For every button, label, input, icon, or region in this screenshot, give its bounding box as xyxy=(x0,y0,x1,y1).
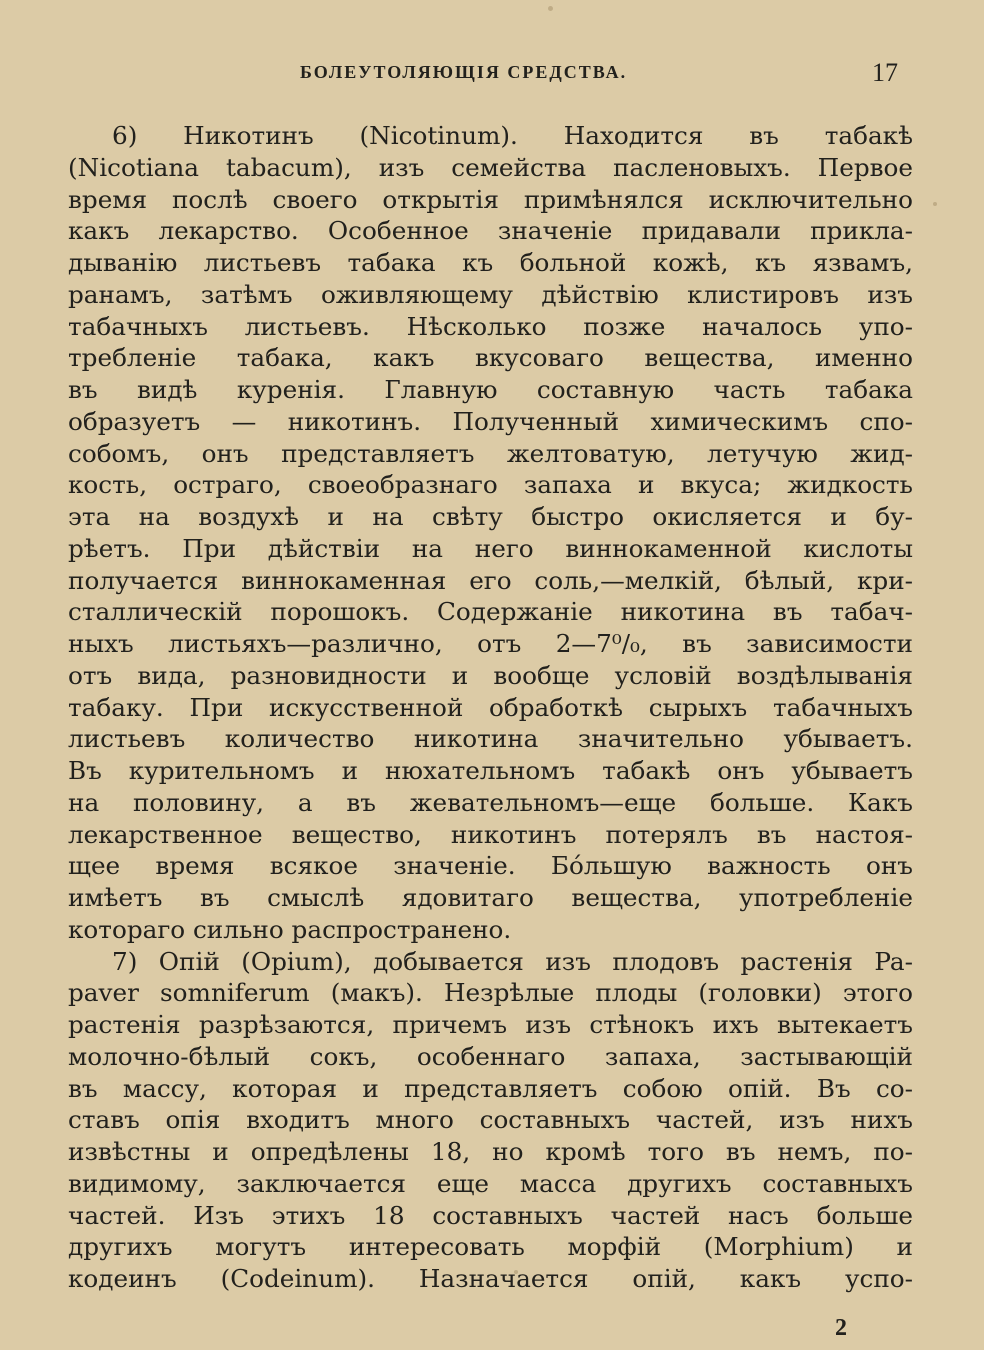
text-line: имѣетъ въ смыслѣ ядовитаго вещества, употребленіе xyxy=(68,883,913,912)
text-line: лекарственное вещество, никотинъ потерялъ въ настоя- xyxy=(68,819,913,849)
text-line: въ массу, которая и представляетъ собою опій. Въ со- xyxy=(68,1073,913,1103)
text-line: котораго сильно распространено. xyxy=(68,914,512,944)
text-line: извѣстны и опредѣлены 18, но кромѣ того въ немъ, по- xyxy=(68,1137,913,1166)
text-line: ранамъ, затѣмъ оживляющему дѣйствію клистировъ изъ xyxy=(68,279,913,309)
text-line: время послѣ своего открытія примѣнялся исключительно xyxy=(68,184,913,214)
signature-mark: 2 xyxy=(835,1315,847,1341)
text-line: другихъ могутъ интересовать морфій (Morphium) и xyxy=(68,1232,913,1262)
text-line: на половину, а въ жевательномъ—еще больше. Какъ xyxy=(68,787,913,817)
text-line: щее время всякое значеніе. Бо́льшую важность онъ xyxy=(68,851,913,881)
running-header xyxy=(0,58,984,88)
text-line: образуетъ — никотинъ. Полученный химическимъ спо- xyxy=(68,406,913,436)
text-line: сталлическій порошокъ. Содержаніе никотина въ табач- xyxy=(68,597,913,627)
text-line: эта на воздухѣ и на свѣту быстро окисляется и бу- xyxy=(68,502,913,531)
text-line: табаку. При искусственной обработкѣ сырыхъ табачныхъ xyxy=(68,692,913,722)
text-line: ставъ опія входитъ много составныхъ частей, изъ нихъ xyxy=(68,1105,913,1135)
text-line: въ видѣ куренія. Главную составную часть табака xyxy=(68,375,913,404)
text-line: частей. Изъ этихъ 18 составныхъ частей насъ больше xyxy=(68,1200,913,1230)
text-line: какъ лекарство. Особенное значеніе придавали прикла- xyxy=(68,216,913,246)
text-line: paver somniferum (макъ). Незрѣлые плоды (головки) этого xyxy=(68,978,913,1008)
text-line: растенія разрѣзаются, причемъ изъ стѣнокъ ихъ вытекаетъ xyxy=(68,1010,913,1039)
text-line: 7) Опій (Opium), добывается изъ плодовъ растенія Pa- xyxy=(112,946,913,976)
text-line: 6) Никотинъ (Nicotinum). Находится въ табакѣ xyxy=(112,121,913,150)
text-line: рѣетъ. При дѣйствіи на него виннокаменной кислоты xyxy=(68,533,913,563)
text-line: кость, остраго, своеобразнаго запаха и вкуса; жидкость xyxy=(68,470,913,500)
text-line: дыванію листьевъ табака къ больной кожѣ, къ язвамъ, xyxy=(68,248,913,277)
text-line: ныхъ листьяхъ—различно, отъ 2—7⁰/₀, въ зависимости xyxy=(68,629,913,658)
text-line: Въ курительномъ и нюхательномъ табакѣ онъ убываетъ xyxy=(68,756,913,785)
paper-speck xyxy=(548,6,553,11)
text-line: требленіе табака, какъ вкусоваго вещества, именно xyxy=(68,343,913,373)
body-text xyxy=(68,120,913,1295)
paper-speck xyxy=(933,202,937,206)
text-line: получается виннокаменная его соль,—мелкій, бѣлый, кри- xyxy=(68,565,913,595)
text-line: листьевъ количество никотина значительно убываетъ. xyxy=(68,724,913,754)
text-line: собомъ, онъ представляетъ желтоватую, летучую жид- xyxy=(68,438,913,468)
text-line: табачныхъ листьевъ. Нѣсколько позже началось упо- xyxy=(68,311,913,341)
text-line: отъ вида, разновидности и вообще условій воздѣлыванія xyxy=(68,660,913,690)
text-line: молочно-бѣлый сокъ, особеннаго запаха, застывающій xyxy=(68,1041,913,1071)
text-line: видимому, заключается еще масса другихъ составныхъ xyxy=(68,1168,913,1198)
running-title: БОЛЕУТОЛЯЮЩІЯ СРЕДСТВА. xyxy=(300,62,628,82)
text-line: (Nicotiana tabacum), изъ семейства пасленовыхъ. Первое xyxy=(68,152,913,182)
page-number: 17 xyxy=(872,58,898,87)
text-line: кодеинъ (Codeinum). Назначается опій, какъ успо- xyxy=(68,1264,913,1293)
